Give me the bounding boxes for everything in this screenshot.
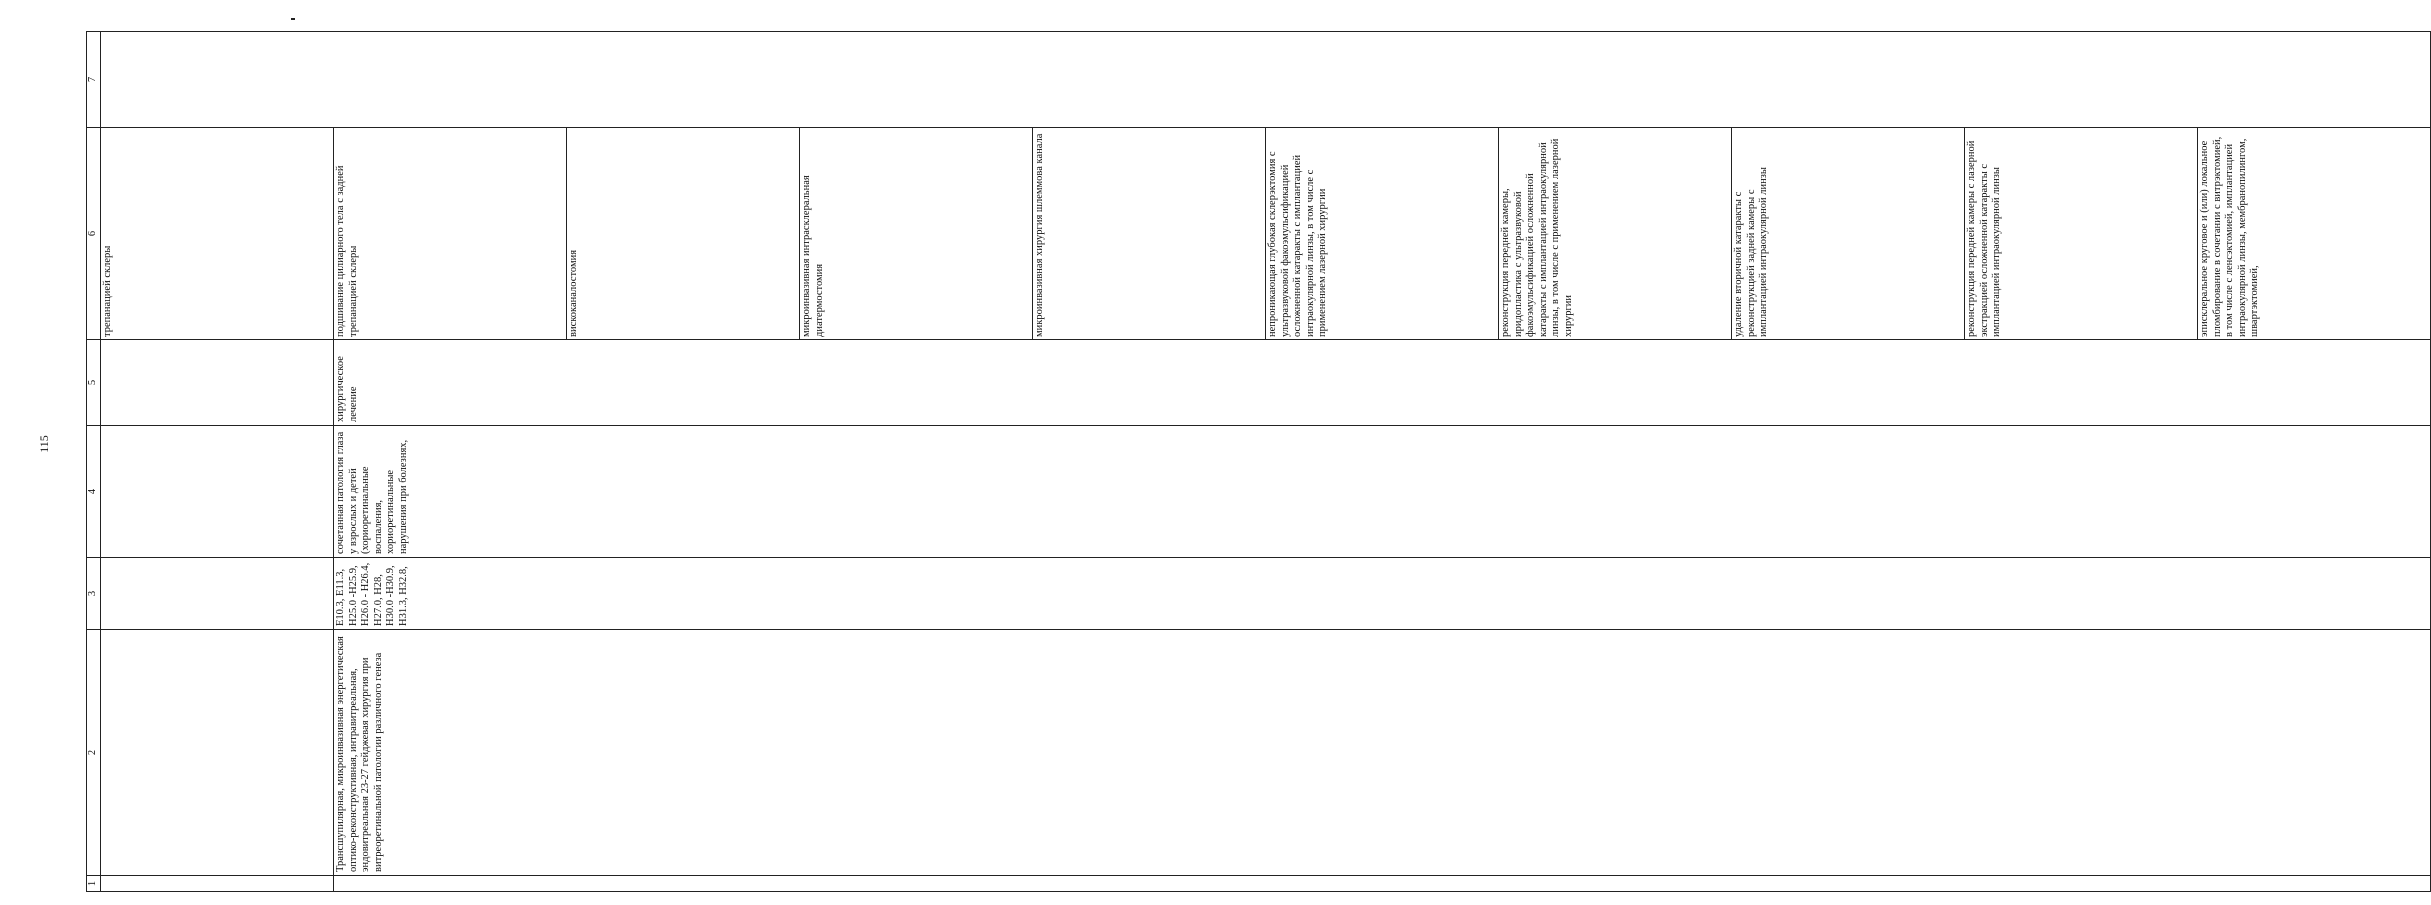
procedure-table xyxy=(86,31,2431,892)
icd-codes: E10.3, E11.3, H25.0 -H25.9, H26.0 - H26.4, H27.0, H28, H30.0 -H30.9, H31.3, H32.8, xyxy=(334,558,2431,630)
method-item: реконструкция передней камеры с лазерной экстракцией осложненной катаракты с имплантацией интраокулярной линзы xyxy=(1965,128,2198,339)
rotated-page xyxy=(86,32,2260,892)
page-number: 115 xyxy=(37,435,51,453)
method-item: вискоканалостомия xyxy=(567,128,800,339)
cell-blank-4 xyxy=(101,426,334,558)
cell-col1 xyxy=(334,876,2431,892)
procedure-name: Трансшупилярная, микроинвазивная энергетическая оптико-реконструктивная, интравитреальная, эндовитреальная 23-27 гейджевая хирургия при витреоретинальной патологии различного генеза xyxy=(334,630,2431,876)
patient-model: сочетанная патология глаза у взрослых и детей (хориоретинальные воспаления, хориоретинальные нарушения при болезнях, xyxy=(334,426,2431,558)
method-item: подшивание цилиарного тела с задней трепанацией склеры xyxy=(334,128,567,339)
method-item: трепанацией склеры xyxy=(101,128,334,339)
cell-blank-1 xyxy=(101,876,334,892)
continuation-row xyxy=(101,32,334,892)
column-number-3: 3 xyxy=(87,558,101,630)
column-number-6: 6 xyxy=(87,128,101,340)
cell-blank-2 xyxy=(101,630,334,876)
column-number-1: 1 xyxy=(87,876,101,892)
method-item: микроинвазивная интрасклеральная диатермостомия xyxy=(800,128,1033,339)
method-item: непроникающая глубокая склерэктомия с ультразвуковой факоэмульсификацией осложненной катаракты с имплантацией интраокулярной линзы, в том числе с применением лазерной хирургии xyxy=(1266,128,1499,339)
method-item: реконструкция передней камеры, иридопластика с ультразвуковой факоэмульсификацией осложненной катаракты с имплантацией интраокулярной линзы, в том числе с применением лазерной хирургии xyxy=(1499,128,1732,339)
cell-col7 xyxy=(101,32,2431,128)
methods-list xyxy=(101,128,2430,339)
column-number-4: 4 xyxy=(87,426,101,558)
column-number-2: 2 xyxy=(87,630,101,876)
method-item: микроинвазивная хирургия шлеммова канала xyxy=(1033,128,1266,339)
treatment-type: хирургическое лечение xyxy=(334,340,2431,426)
cell-blank-3 xyxy=(101,558,334,630)
column-number-7: 7 xyxy=(87,32,101,128)
methods-cell xyxy=(101,128,2431,340)
method-item: эписклеральное круговое и (или) локальное пломбирование в сочетании с витрэктомией, в том числе с ленсэктомией, имплантацией интраокулярной линзы, мембранопилингом, швартэктомией, xyxy=(2199,136,2260,337)
scan-mark xyxy=(291,18,295,20)
header-row xyxy=(87,32,101,892)
column-number-5: 5 xyxy=(87,340,101,426)
method-item: удаление вторичной катаракты с реконструкцией задней камеры с имплантацией интраокулярной линзы xyxy=(1732,128,1965,339)
cell-blank-5 xyxy=(101,340,334,426)
